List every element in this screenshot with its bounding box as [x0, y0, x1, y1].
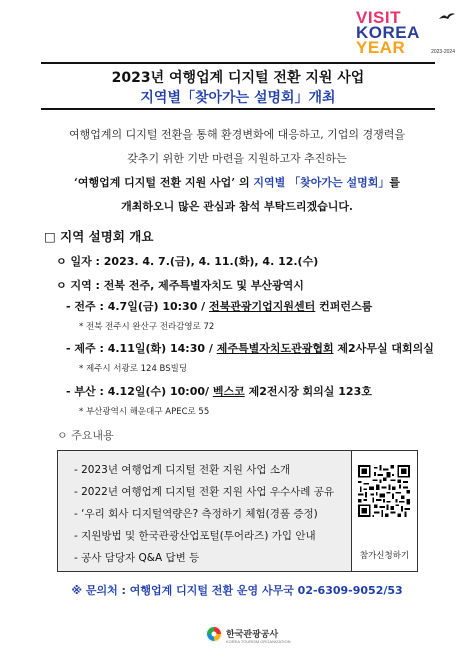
jeju-venue: 제주특별자치도관광협회 — [216, 342, 334, 355]
page-subtitle: 지역별「찾아가는 설명회」개최 — [140, 90, 336, 106]
busan-venue: 벡스코 — [212, 385, 245, 398]
busan-room: 제2전시장 회의실 123호 — [244, 385, 372, 398]
kto-name: 한국관광공사 — [226, 630, 279, 640]
intro-line-3-highlight: 지역별 「찾아가는 설명회」 — [253, 176, 390, 189]
busan-line — [66, 383, 372, 399]
jeonju-line — [66, 298, 372, 314]
intro-line-3 — [20, 174, 454, 190]
intro-line-1: 여행업계의 디지털 전환을 통해 환경변화에 대응하고, 기업의 경쟁력을 — [68, 128, 406, 141]
kto-emblem-icon — [205, 625, 223, 643]
kto-logo — [205, 624, 291, 648]
title-box — [41, 62, 435, 110]
jeju-room: 제2사무실 대회의실 — [333, 342, 434, 355]
content-item: - 2022년 여행업계 디지털 전환 지원 사업 우수사례 공유 — [74, 486, 335, 498]
contact-info: ※ 문의처 : 여행업계 디지털 전환 운영 사무국 02-6309-9052/53 — [71, 584, 403, 597]
content-label: ㅇ 주요내용 — [57, 429, 114, 442]
section-heading: □ 지역 설명회 개요 — [44, 229, 154, 244]
busan-schedule: - 부산 : 4.12일(수) 10:00/ — [66, 385, 213, 398]
logo-visit: VISIT — [356, 8, 402, 27]
jeonju-address: * 전북 전주시 완산구 전라감영로 72 — [79, 322, 215, 332]
kto-name-en: KOREA TOURISM ORGANIZATION — [226, 639, 291, 644]
visit-korea-year-logo — [356, 10, 461, 56]
page-title: 2023년 여행업계 디지털 전환 지원 사업 — [111, 70, 365, 86]
jeju-schedule: - 제주 : 4.11일(화) 14:30 / — [66, 342, 217, 355]
content-item: - 지원방법 및 한국관광산업포털(투어라즈) 가입 안내 — [74, 530, 316, 542]
content-box — [57, 450, 418, 572]
jeju-address: * 제주시 서광로 124 BS빌딩 — [79, 364, 188, 374]
logo-year: YEAR — [356, 38, 406, 57]
jeonju-venue: 전북관광기업지원센터 — [209, 300, 316, 313]
logo-korea: KOREA — [356, 23, 420, 42]
intro-line-3-c: 를 — [389, 176, 400, 189]
intro-line-2: 갖추기 위한 기반 마련을 지원하고자 추진하는 — [127, 152, 347, 165]
jeju-line — [66, 340, 434, 356]
busan-address: * 부산광역시 해운대구 APEC로 55 — [79, 407, 210, 417]
content-item: - ‘우리 회사 디지털역량은? 측정하기 체험(경품 증정) — [74, 508, 318, 520]
logo-years: 2023-2024 — [431, 49, 455, 55]
bird-icon — [438, 11, 456, 23]
content-item: - 공사 담당자 Q&A 답변 등 — [74, 552, 200, 564]
intro-line-4: 개최하오니 많은 관심과 참석 부탁드리겠습니다. — [121, 200, 353, 213]
region-line: ㅇ 지역 : 전북 전주, 제주특별자치도 및 부산광역시 — [56, 279, 304, 292]
jeonju-schedule: - 전주 : 4.7일(금) 10:30 / — [66, 300, 210, 313]
qr-code-icon[interactable] — [358, 465, 410, 517]
intro-line-3-a: ‘여행업계 디지털 전환 지원 사업’ 의 — [74, 176, 254, 189]
qr-area[interactable] — [352, 451, 417, 571]
content-item: - 2023년 여행업계 디지털 전환 지원 사업 소개 — [74, 464, 291, 476]
qr-caption[interactable]: 참가신청하기 — [359, 551, 410, 561]
date-line: ㅇ 일자 : 2023. 4. 7.(금), 4. 11.(화), 4. 12.(수) — [56, 255, 319, 268]
jeonju-room: 컨퍼런스룸 — [315, 300, 373, 313]
